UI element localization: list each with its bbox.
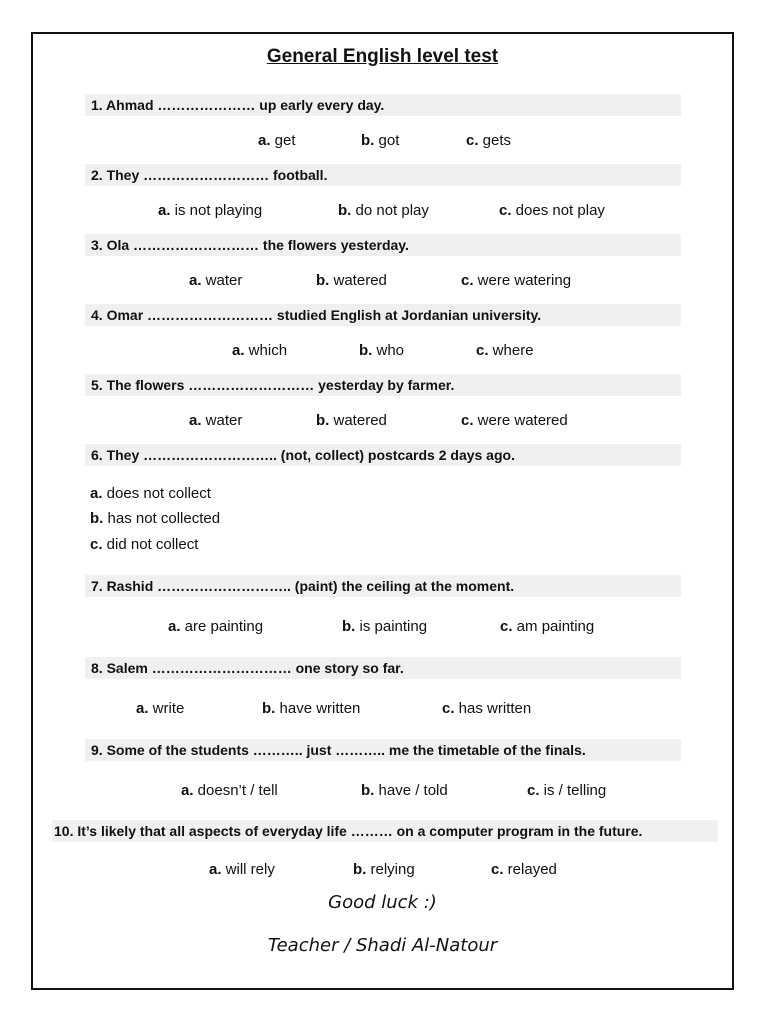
question-9: 9. Some of the students ……….. just ……….. me the timetable of the finals. <box>85 739 681 761</box>
option-letter: a. <box>258 132 271 149</box>
teacher-signature: Teacher / Shadi Al-Natour <box>267 935 498 956</box>
option-letter: c. <box>499 202 512 219</box>
option-letter: b. <box>342 618 356 635</box>
option-text: write <box>148 700 185 717</box>
option-6a <box>90 484 211 504</box>
option-3a <box>189 271 242 291</box>
question-6: 6. They ……………………….. (not, collect) postcards 2 days ago. <box>85 444 681 466</box>
test-sheet <box>31 32 734 990</box>
option-letter: c. <box>461 272 474 289</box>
option-1a <box>258 131 296 151</box>
option-8c <box>442 699 531 719</box>
option-letter: c. <box>491 861 504 878</box>
option-letter: c. <box>461 412 474 429</box>
option-text: does not play <box>511 202 605 219</box>
option-2c <box>499 201 605 221</box>
option-text: am painting <box>512 618 595 635</box>
option-text: did not collect <box>102 536 199 553</box>
option-6c <box>90 535 198 555</box>
test-title: General English level test <box>266 46 499 67</box>
question-7: 7. Rashid ……………………….. (paint) the ceiling at the moment. <box>85 575 681 597</box>
closing-note: Good luck :) <box>328 892 437 913</box>
option-5a <box>189 411 242 431</box>
option-text: get <box>270 132 296 149</box>
option-text: has written <box>454 700 532 717</box>
option-text: are painting <box>180 618 264 635</box>
option-letter: c. <box>466 132 479 149</box>
question-2: 2. They ……………………… football. <box>85 164 681 186</box>
option-letter: a. <box>181 782 194 799</box>
option-4b <box>359 341 404 361</box>
option-letter: a. <box>189 272 202 289</box>
option-letter: b. <box>316 272 330 289</box>
option-letter: a. <box>90 485 103 502</box>
option-text: water <box>201 412 243 429</box>
option-10b <box>353 860 415 880</box>
option-text: where <box>488 342 534 359</box>
option-text: who <box>372 342 405 359</box>
option-letter: b. <box>353 861 367 878</box>
option-3b <box>316 271 387 291</box>
option-1b <box>361 131 399 151</box>
option-letter: c. <box>90 536 103 553</box>
option-text: relayed <box>503 861 557 878</box>
option-text: have / told <box>374 782 448 799</box>
option-9c <box>527 781 606 801</box>
option-letter: b. <box>361 132 375 149</box>
option-letter: a. <box>232 342 245 359</box>
option-5b <box>316 411 387 431</box>
option-letter: c. <box>500 618 513 635</box>
option-letter: c. <box>527 782 540 799</box>
question-10: 10. It’s likely that all aspects of everyday life ……… on a computer program in the future. <box>52 820 718 842</box>
question-8: 8. Salem ………………………… one story so far. <box>85 657 681 679</box>
option-10c <box>491 860 557 880</box>
option-letter: a. <box>189 412 202 429</box>
option-text: watered <box>329 412 387 429</box>
option-letter: b. <box>262 700 276 717</box>
option-2b <box>338 201 429 221</box>
option-8a <box>136 699 184 719</box>
option-9b <box>361 781 448 801</box>
option-text: got <box>374 132 400 149</box>
question-4: 4. Omar ……………………… studied English at Jordanian university. <box>85 304 681 326</box>
option-text: which <box>244 342 288 359</box>
option-7c <box>500 617 594 637</box>
option-text: has not collected <box>103 510 221 527</box>
option-9a <box>181 781 278 801</box>
option-letter: c. <box>476 342 489 359</box>
option-letter: b. <box>90 510 104 527</box>
option-2a <box>158 201 262 221</box>
option-6b <box>90 509 220 529</box>
option-letter: b. <box>338 202 352 219</box>
option-text: gets <box>478 132 512 149</box>
option-text: were watered <box>473 412 568 429</box>
option-7b <box>342 617 427 637</box>
option-text: is not playing <box>170 202 263 219</box>
option-text: water <box>201 272 243 289</box>
question-3: 3. Ola ……………………… the flowers yesterday. <box>85 234 681 256</box>
option-letter: b. <box>316 412 330 429</box>
option-text: doesn’t / tell <box>193 782 278 799</box>
option-4a <box>232 341 287 361</box>
option-1c <box>466 131 511 151</box>
option-text: relying <box>366 861 415 878</box>
option-text: is / telling <box>539 782 607 799</box>
option-letter: b. <box>359 342 373 359</box>
option-letter: c. <box>442 700 455 717</box>
option-text: does not collect <box>102 485 211 502</box>
option-4c <box>476 341 534 361</box>
option-letter: a. <box>209 861 222 878</box>
option-letter: a. <box>168 618 181 635</box>
option-text: is painting <box>355 618 428 635</box>
option-10a <box>209 860 275 880</box>
option-text: do not play <box>351 202 429 219</box>
option-text: were watering <box>473 272 572 289</box>
question-5: 5. The flowers ……………………… yesterday by farmer. <box>85 374 681 396</box>
option-3c <box>461 271 571 291</box>
option-7a <box>168 617 263 637</box>
question-1: 1. Ahmad ………………… up early every day. <box>85 94 681 116</box>
option-letter: b. <box>361 782 375 799</box>
option-text: watered <box>329 272 387 289</box>
option-letter: a. <box>136 700 149 717</box>
option-text: have written <box>275 700 361 717</box>
option-letter: a. <box>158 202 171 219</box>
option-5c <box>461 411 568 431</box>
option-8b <box>262 699 360 719</box>
option-text: will rely <box>221 861 275 878</box>
